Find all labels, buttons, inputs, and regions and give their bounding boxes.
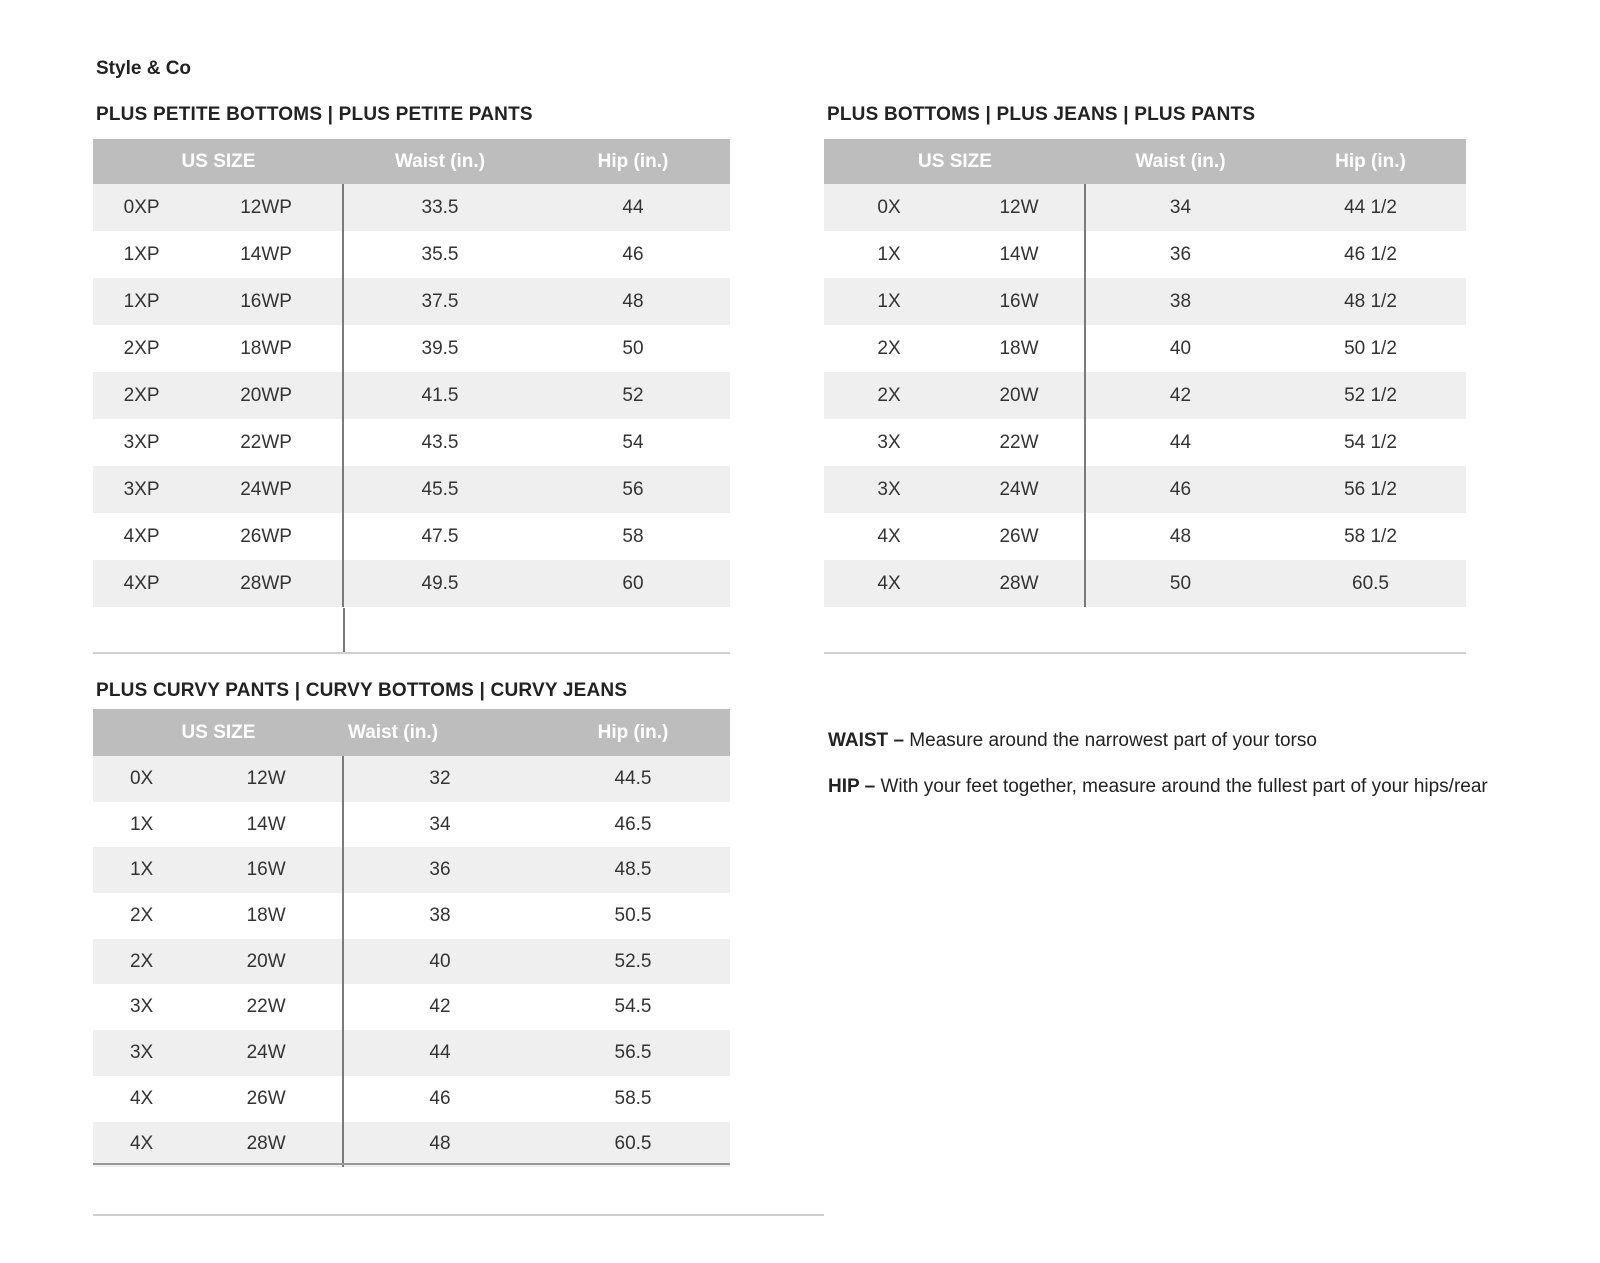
size-cell [93, 1030, 344, 1076]
table-bottom-rule [93, 652, 730, 654]
waist-value: 49.5 [421, 572, 459, 594]
size-cell [824, 466, 1086, 513]
header-waist: Waist (in.) [394, 150, 486, 172]
size-cell [824, 325, 1086, 372]
hip-value: 52 1/2 [1344, 384, 1397, 406]
alpha-size: 1X [129, 859, 154, 881]
hip-value: 46.5 [614, 813, 652, 835]
numeric-size: 20W [999, 384, 1039, 406]
table-row [93, 419, 730, 466]
numeric-size: 18WP [240, 337, 292, 359]
alpha-size: 2X [877, 337, 901, 359]
waist-value: 34 [1169, 196, 1192, 218]
alpha-size: 1XP [123, 290, 160, 312]
alpha-size: 1X [129, 813, 154, 835]
numeric-size: 28WP [240, 572, 292, 594]
alpha-size: 3X [129, 1041, 154, 1063]
table-title-plus-petite: PLUS PETITE BOTTOMS | PLUS PETITE PANTS [96, 104, 533, 125]
numeric-size: 14W [246, 813, 286, 835]
size-cell [93, 184, 344, 231]
waist-value: 42 [1169, 384, 1192, 406]
size-cell [93, 847, 344, 893]
table-row [93, 1076, 730, 1122]
hip-value: 50 1/2 [1344, 337, 1397, 359]
waist-value: 46 [429, 1087, 451, 1109]
table-row [93, 231, 730, 278]
header-us-size: US SIZE [918, 150, 992, 172]
numeric-size: 24W [999, 478, 1039, 500]
alpha-size: 4XP [123, 525, 160, 547]
size-cell [824, 278, 1086, 325]
alpha-size: 1X [877, 243, 901, 265]
table-row [93, 756, 730, 802]
size-cell [93, 1122, 344, 1168]
table-row [824, 231, 1466, 278]
waist-value: 38 [1169, 290, 1192, 312]
numeric-size: 20WP [240, 384, 292, 406]
waist-value: 48 [1169, 525, 1192, 547]
hip-value: 48 [622, 290, 644, 312]
numeric-size: 16W [999, 290, 1039, 312]
alpha-size: 1XP [123, 243, 160, 265]
numeric-size: 12W [999, 196, 1039, 218]
table-row [824, 184, 1466, 231]
alpha-size: 0X [877, 196, 901, 218]
numeric-size: 16WP [240, 290, 292, 312]
numeric-size: 28W [999, 572, 1039, 594]
waist-value: 44 [1169, 431, 1192, 453]
waist-value: 46 [1169, 478, 1192, 500]
waist-note [828, 730, 1317, 752]
waist-value: 37.5 [421, 290, 459, 312]
waist-value: 44 [429, 1041, 451, 1063]
numeric-size: 26WP [240, 525, 292, 547]
size-cell [93, 893, 344, 939]
header-hip: Hip (in.) [597, 721, 669, 743]
numeric-size: 22WP [240, 431, 292, 453]
header-hip: Hip (in.) [1335, 150, 1406, 172]
table-row [93, 325, 730, 372]
hip-value: 60.5 [1352, 572, 1389, 594]
alpha-size: 4X [129, 1087, 154, 1109]
alpha-size: 0XP [123, 196, 160, 218]
size-cell [93, 513, 344, 560]
table-row [93, 513, 730, 560]
waist-value: 48 [429, 1133, 451, 1155]
table-header [93, 139, 730, 184]
numeric-size: 20W [246, 950, 286, 972]
size-cell [93, 466, 344, 513]
alpha-size: 2XP [123, 337, 160, 359]
table-row [93, 1122, 730, 1168]
alpha-size: 4XP [123, 572, 160, 594]
header-waist: Waist (in.) [1135, 150, 1226, 172]
waist-value: 35.5 [421, 243, 459, 265]
size-cell [93, 372, 344, 419]
alpha-size: 2X [129, 904, 154, 926]
waist-value: 32 [429, 767, 451, 789]
numeric-size: 12W [246, 767, 286, 789]
size-cell [93, 231, 344, 278]
waist-value: 36 [1169, 243, 1192, 265]
hip-value: 54 1/2 [1344, 431, 1397, 453]
waist-value: 43.5 [421, 431, 459, 453]
hip-value: 58.5 [614, 1087, 652, 1109]
size-table-curvy [93, 709, 730, 1167]
waist-value: 40 [1169, 337, 1192, 359]
numeric-size: 14W [999, 243, 1039, 265]
alpha-size: 1X [877, 290, 901, 312]
hip-value: 58 [622, 525, 644, 547]
hip-note-label: HIP – [828, 776, 876, 797]
waist-value: 38 [429, 904, 451, 926]
size-table-plus-bottoms [824, 139, 1466, 607]
hip-value: 44 1/2 [1344, 196, 1397, 218]
table-row [824, 513, 1466, 560]
numeric-size: 28W [246, 1133, 286, 1155]
hip-note [828, 776, 1488, 798]
hip-value: 52.5 [614, 950, 652, 972]
table-row [93, 1030, 730, 1076]
hip-value: 54 [622, 431, 644, 453]
hip-value: 44 [622, 196, 644, 218]
numeric-size: 26W [999, 525, 1039, 547]
hip-value: 48.5 [614, 859, 652, 881]
alpha-size: 3X [877, 478, 901, 500]
hip-value: 56 1/2 [1344, 478, 1397, 500]
numeric-size: 12WP [240, 196, 292, 218]
numeric-size: 22W [999, 431, 1039, 453]
numeric-size: 24W [246, 1041, 286, 1063]
alpha-size: 4X [877, 525, 901, 547]
table-row [824, 419, 1466, 466]
waist-value: 45.5 [421, 478, 459, 500]
size-cell [93, 419, 344, 466]
size-cell [824, 372, 1086, 419]
size-cell [93, 984, 344, 1030]
hip-note-text: With your feet together, measure around the fullest part of your hips/rear [880, 776, 1488, 797]
alpha-size: 3X [129, 996, 154, 1018]
table-header [93, 709, 730, 756]
waist-value: 41.5 [421, 384, 459, 406]
waist-value: 50 [1169, 572, 1192, 594]
numeric-size: 24WP [240, 478, 292, 500]
header-waist: Waist (in.) [348, 721, 439, 743]
waist-note-text: Measure around the narrowest part of your torso [909, 730, 1317, 751]
size-cell [93, 939, 344, 985]
waist-value: 39.5 [421, 337, 459, 359]
hip-value: 48 1/2 [1344, 290, 1397, 312]
size-cell [93, 802, 344, 848]
table-row [824, 278, 1466, 325]
waist-value: 42 [429, 996, 451, 1018]
hip-value: 56.5 [614, 1041, 652, 1063]
table-bottom-rule [93, 1163, 730, 1165]
alpha-size: 4X [877, 572, 901, 594]
table-row [93, 939, 730, 985]
waist-value: 34 [429, 813, 451, 835]
table-header [824, 139, 1466, 184]
table-row [93, 984, 730, 1030]
alpha-size: 0X [129, 767, 154, 789]
header-hip: Hip (in.) [597, 150, 669, 172]
page-bottom-rule [93, 1214, 824, 1216]
table-row [93, 372, 730, 419]
waist-value: 36 [429, 859, 451, 881]
size-cell [93, 278, 344, 325]
hip-value: 46 [622, 243, 644, 265]
size-cell [824, 513, 1086, 560]
table-row [824, 560, 1466, 607]
table-row [93, 560, 730, 607]
waist-note-label: WAIST – [828, 730, 905, 751]
table-row [93, 802, 730, 848]
size-cell [824, 184, 1086, 231]
table-row [824, 466, 1466, 513]
waist-value: 47.5 [421, 525, 459, 547]
alpha-size: 3X [877, 431, 901, 453]
numeric-size: 26W [246, 1087, 286, 1109]
numeric-size: 14WP [240, 243, 292, 265]
hip-value: 54.5 [614, 996, 652, 1018]
size-cell [824, 560, 1086, 607]
column-divider [343, 608, 345, 652]
numeric-size: 18W [246, 904, 286, 926]
hip-value: 44.5 [614, 767, 652, 789]
waist-value: 40 [429, 950, 451, 972]
alpha-size: 2XP [123, 384, 160, 406]
waist-value: 33.5 [421, 196, 459, 218]
hip-value: 46 1/2 [1344, 243, 1397, 265]
hip-value: 50.5 [614, 904, 652, 926]
size-cell [93, 756, 344, 802]
alpha-size: 2X [129, 950, 154, 972]
header-us-size: US SIZE [181, 150, 256, 172]
table-row [824, 372, 1466, 419]
table-bottom-rule [824, 652, 1466, 654]
table-row [93, 184, 730, 231]
numeric-size: 16W [246, 859, 286, 881]
table-row [93, 278, 730, 325]
hip-value: 52 [622, 384, 644, 406]
hip-value: 56 [622, 478, 644, 500]
table-row [93, 466, 730, 513]
alpha-size: 2X [877, 384, 901, 406]
alpha-size: 4X [129, 1133, 154, 1155]
size-cell [824, 419, 1086, 466]
hip-value: 60.5 [614, 1133, 652, 1155]
table-row [93, 893, 730, 939]
size-table-plus-petite [93, 139, 730, 607]
table-row [93, 847, 730, 893]
size-cell [93, 325, 344, 372]
table-title-plus-bottoms: PLUS BOTTOMS | PLUS JEANS | PLUS PANTS [827, 104, 1256, 125]
hip-value: 50 [622, 337, 644, 359]
hip-value: 60 [622, 572, 644, 594]
alpha-size: 3XP [123, 478, 160, 500]
size-cell [93, 1076, 344, 1122]
table-row [824, 325, 1466, 372]
header-us-size: US SIZE [181, 721, 256, 743]
alpha-size: 3XP [123, 431, 160, 453]
table-title-curvy: PLUS CURVY PANTS | CURVY BOTTOMS | CURVY JEANS [96, 680, 628, 701]
size-cell [93, 560, 344, 607]
numeric-size: 18W [999, 337, 1039, 359]
size-cell [824, 231, 1086, 278]
hip-value: 58 1/2 [1344, 525, 1397, 547]
brand-name: Style & Co [96, 58, 192, 79]
numeric-size: 22W [246, 996, 286, 1018]
